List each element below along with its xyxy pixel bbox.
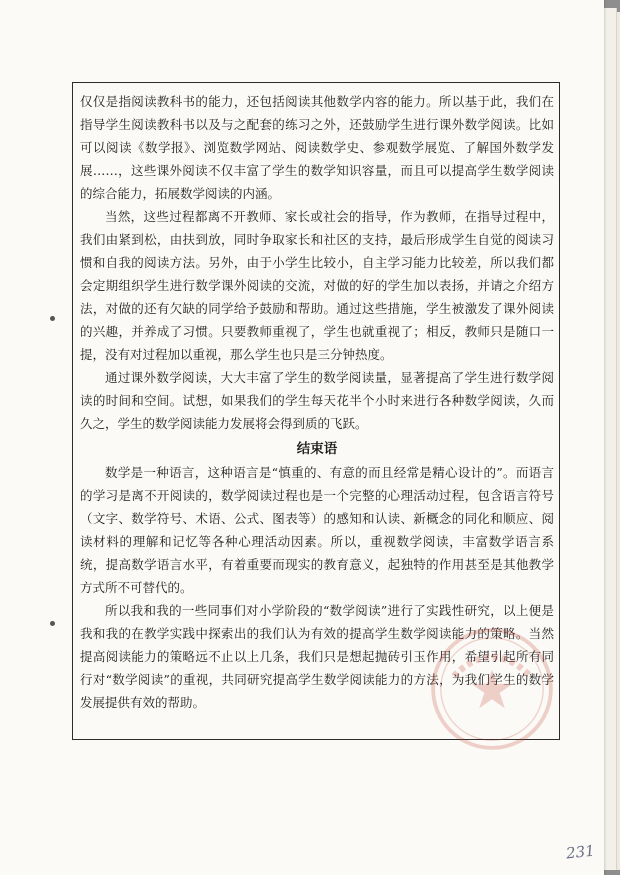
- binder-hole-icon: [50, 316, 55, 321]
- binder-hole-icon: [50, 621, 55, 626]
- paragraph-continuation: 仅仅是指阅读教科书的能力，还包括阅读其他数学内容的能力。所以基于此，我们在指导学生阅读教科书以及与之配套的练习之外，还鼓励学生进行课外数学阅读。比如可以阅读《数学报》、浏览数学网站、阅读数学史、参观数学展览、了解国外数学发展……，这些课外阅读不仅丰富了学生的数学知识容量，而且可以提高学生数学阅读的综合能力，拓展数学阅读的内涵。: [80, 94, 554, 201]
- paragraph-extracurricular-reading: 通过课外数学阅读，大大丰富了学生的数学阅读量，显著提高了学生进行数学阅读的时间和空间。试想，如果我们的学生每天花半个小时来进行各种数学阅读，久而久之，学生的数学阅读能力发展将会得到质的飞跃。: [80, 370, 554, 431]
- paragraph-conclusion-1: 数学是一种语言，这种语言是“慎重的、有意的而且经常是精心设计的”。而语言的学习是离不开阅读的，数学阅读过程也是一个完整的心理活动过程，包含语言符号（文字、数学符号、术语、公式、图表等）的感知和认读、新概念的同化和顺应、阅读材料的理解和记忆等各种心理活动因素。所以，重视数学阅读，丰富数学语言系统，提高数学语言水平，有着重要而现实的教育意义，起独特的作用甚至是其他教学方式所不可替代的。: [80, 465, 554, 595]
- red-stamp-seal-icon: [428, 625, 556, 753]
- paragraph-teacher-guidance: 当然，这些过程都离不开教师、家长或社会的指导，作为教师，在指导过程中，我们由紧到松，由扶到放，同时争取家长和社区的支持，最后形成学生自觉的阅读习惯和自我的阅读方法。另外，由于小学生比较小，自主学习能力比较差，所以我们都会定期组织学生进行数学课外阅读的交流，对做的好的学生加以表扬，并请之介绍方法，对做的还有欠缺的同学给予鼓励和帮助。通过这些措施，学生被激发了课外阅读的兴趣，并养成了习惯。只要教师重视了，学生也就重视了；相反，教师只是随口一提，没有对过程加以重视，那么学生也只是三分钟热度。: [80, 209, 554, 362]
- paragraph-conclusion-2: 所以我和我的一些同事们对小学阶段的“数学阅读”进行了实践性研究，以上便是我和我的在教学实践中探索出的我们认为有效的提高学生数学阅读能力的策略。当然提高阅读能力的策略远不止以上几条，我们只是想起抛砖引玉作用，希望引起所有同行对“数学阅读”的重视，共同研究提高学生数学阅读能力的方法，为我们学生的数学发展提供有效的帮助。: [80, 603, 554, 710]
- handwritten-page-number: 231: [565, 841, 596, 863]
- document-body: [80, 90, 554, 714]
- section-heading: 结束语: [296, 441, 338, 457]
